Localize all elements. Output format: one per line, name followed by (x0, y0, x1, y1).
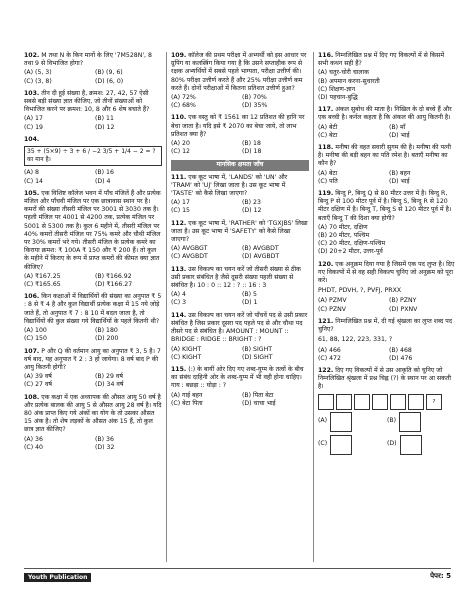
answer-options (24, 115, 162, 131)
math-expression: 35 + (5×9) ÷ 3 + 6 / −2 3/5 + 1/4 − 2 = ? का मान है। (24, 146, 162, 166)
answer-option[interactable]: (C) 19 (24, 123, 43, 131)
answer-option[interactable]: (A) PZMV (318, 297, 347, 305)
question-text (171, 366, 309, 391)
answer-option[interactable]: (C) 12 (171, 148, 190, 156)
figure-cell (318, 394, 334, 410)
column-divider (313, 52, 314, 562)
answer-option[interactable]: (C) 15 (171, 207, 190, 215)
column-1 (24, 52, 162, 456)
question-number: 115. (171, 365, 187, 373)
answer-option[interactable]: (D) 18 (242, 148, 262, 156)
figure-answer-option[interactable] (318, 412, 387, 432)
figure-option-label: (C) (318, 440, 328, 448)
answer-option[interactable]: (C) बेटा पिता (171, 399, 203, 407)
question-body: निम्नलिखित प्रश्न में, दी गई श्रृंखला का लुप्त शब्द पद चुनिए? (318, 317, 453, 334)
question-item (24, 90, 162, 132)
answer-options (24, 327, 162, 343)
answer-option[interactable]: (B) बहन (389, 169, 411, 177)
answer-option[interactable]: (A) 17 (24, 115, 43, 123)
answer-option[interactable]: (B) 180 (95, 327, 118, 335)
question-item (24, 293, 162, 343)
answer-option[interactable]: (A) 8 (24, 169, 39, 177)
answer-option[interactable]: (C) बेटा (318, 131, 338, 139)
answer-option[interactable]: (D) AVGBDT (242, 253, 280, 261)
figure-answer-option[interactable] (318, 435, 387, 455)
question-body: किन कक्षाओं में विद्यार्थियों की संख्या का अनुपात ₹ 5 : 8 से ₹ 4 है और कुल विद्यार्थी प्रत्येक कक्षा में 15 नये जोड़े जाते हैं, तो अनुपात ₹ 7 : 8 10 में बदल जाता है, तो विद्यार्थियों की कुल संख्या गये विद्यार्थियों के पहले कितनी थी? (24, 293, 162, 325)
question-number: 111. (171, 173, 187, 181)
answer-options (24, 436, 162, 452)
answer-option[interactable]: (D) पहचान-बुद्धि (318, 94, 358, 102)
question-text (318, 144, 456, 169)
page-number: पेपर: 5 (430, 572, 451, 580)
answer-options (24, 169, 162, 185)
question-number: 105. (24, 189, 40, 197)
question-text (171, 266, 309, 291)
question-number: 103. (24, 89, 40, 97)
answer-option[interactable]: (B) 5 (242, 291, 257, 299)
answer-options (318, 69, 456, 102)
question-item (24, 190, 162, 289)
answer-option[interactable]: (A) ₹167.25 (24, 272, 61, 280)
figure-option-label: (D) (387, 440, 397, 448)
figure-cell (336, 394, 352, 410)
answer-option[interactable]: (C) AVGBDT (171, 253, 208, 261)
answer-option[interactable]: (D) भाई (389, 177, 410, 185)
question-text (24, 90, 162, 115)
question-body: बिन्दु P, बिन्दु Q से 80 मीटर उत्तर में है। बिन्दु R, बिन्दु P से 100 मीटर पूर्व में है। बिन्दु S, बिन्दु R से 120 मीटर दक्षिण में है। बिन्दु T, बिन्दु S से 120 मीटर पूर्व में है। बताएँ बिन्दु T की दिशा क्या होगी? (318, 190, 452, 222)
answer-options (171, 199, 309, 215)
question-number: 107. (24, 347, 40, 355)
answer-option[interactable]: (D) ₹166.27 (95, 281, 133, 289)
question-body: निम्नलिखित प्रश्न में दिए गए विकल्पों में से किसमें सभी कथन सही हैं? (318, 52, 445, 68)
answer-options (171, 245, 309, 261)
question-item (24, 394, 162, 452)
question-text (318, 52, 456, 68)
figure-cell (372, 394, 388, 410)
answer-option[interactable]: (A) 72% (171, 94, 196, 102)
question-number: 117. (318, 106, 334, 114)
answer-option[interactable]: (C) पति (318, 177, 338, 185)
answer-option[interactable]: (A) 466 (318, 346, 341, 354)
column-2 (171, 52, 309, 412)
question-item (24, 348, 162, 390)
answer-option[interactable]: (D) 34 वर्ष (95, 381, 124, 389)
answer-option[interactable]: (A) 36 (24, 435, 43, 443)
question-number: 102. (24, 52, 40, 59)
answer-options (171, 94, 309, 110)
question-item (171, 52, 309, 110)
answer-options (24, 373, 162, 389)
question-body: (:) के बायीं ओर दिए गए शब्द-युग्म के तत्वों के बीच का संबंध दाहिनी ओर के शब्द-युग्म में भी वही होना चाहिए। गाय : बछड़ा :: घोड़ा : ? (171, 365, 304, 390)
question-text (318, 367, 456, 392)
question-item (318, 52, 456, 102)
answer-option[interactable]: (A) 70 मीटर, दक्षिण (318, 223, 368, 231)
figure-cell: ? (426, 394, 442, 410)
answer-options (24, 69, 162, 85)
answer-option[interactable]: (B) 20 मीटर, पश्चिम (318, 232, 370, 240)
answer-option[interactable]: (C) शिक्षण-ज्ञान (318, 85, 356, 93)
answer-option[interactable]: (B) 16 (95, 169, 114, 177)
figure-cell (354, 394, 370, 410)
answer-option[interactable]: (A) AVGBGT (171, 245, 208, 253)
question-body: तीन दी हुई संख्या है, क्रमश: 27, 42, 57 ऐसी सबसे बड़ी संख्या ज्ञात कीजिए, जो तीनों संख्याओं को विभाजित करने पर क्रमश: 10, 8 और 6 शेष बचाते हैं? (24, 89, 150, 114)
figure-answer-option[interactable] (387, 412, 456, 432)
question-text (24, 52, 162, 68)
answer-option[interactable]: (D) 35% (242, 102, 268, 110)
question-body: M तथा N के किन मानों के लिए '7M528N', 8 तथा 9 से विभाजित होगा? (24, 52, 152, 68)
answer-option[interactable]: (B) 23 (242, 199, 261, 207)
figure-answer-options (318, 412, 456, 455)
answer-option[interactable]: (A) गाई बहन (171, 391, 203, 399)
answer-option[interactable]: (C) 472 (318, 354, 341, 362)
question-body: कॉलेज की प्रथम परीक्षा में अभ्यर्थी को इस आधार पर ग्रुपिंग या कलस्त्रिंग किया गया है कि उसने सप्ताहीक रूप से रक्षक अभ्यर्थियों में सबसे पहले भाग्यता, परीक्षा उत्तीर्ण की। 80% परीक्षा उत्तीर्ण करते हैं और 25% परीक्षा उत्तीर्ण कम करते हैं। दोनों परीक्षाओं में कितना प्रतिशत उत्तीर्ण हुआ? (171, 52, 307, 92)
answer-option[interactable]: (C) 3 (171, 299, 187, 307)
answer-option[interactable]: (D) 12 (95, 123, 115, 131)
answer-option[interactable]: (A) KIGHT (171, 345, 202, 353)
question-text (171, 114, 309, 139)
question-number: 116. (318, 52, 334, 59)
answer-options (171, 140, 309, 156)
answer-option[interactable]: (C) 150 (24, 335, 47, 343)
question-body: P और Q की वर्तमान आयु का अनुपात ₹ 3, 5 है। 7 वर्ष बाद, यह अनुपात ₹ 2 : 3 हो जायेगा। 8 वर्ष बाद P की आयु कितनी होगी? (24, 347, 161, 371)
question-number: 114. (171, 311, 187, 319)
answer-option[interactable]: (C) 27 वर्ष (24, 381, 52, 389)
figure-option-box (399, 412, 421, 432)
question-item (171, 266, 309, 308)
answer-options (318, 170, 456, 186)
question-text (318, 261, 456, 286)
answer-option[interactable]: (C) ₹165.65 (24, 281, 61, 289)
column-divider (166, 52, 167, 562)
answer-option[interactable]: (C) PZNV (318, 305, 346, 313)
answer-option[interactable]: (B) SIGHT (242, 345, 273, 353)
figure-option-box (330, 435, 352, 455)
answer-option[interactable]: (B) पिता बेटा (242, 391, 274, 399)
figure-option-box (330, 412, 352, 432)
answer-option[interactable]: (A) 20 (171, 140, 190, 148)
question-text (171, 52, 309, 93)
answer-option[interactable]: (A) 17 (171, 199, 190, 207)
question-body: एक कूट भाषा में, 'LANDS' को 'UN' और 'TRAM' को 'UJ' लिखा जाता है। उस कूट भाषा में 'TASTE' को कैसे लिखा जाएगा? (171, 173, 288, 198)
answer-option[interactable]: (B) AVGBDT (242, 245, 279, 253)
question-item (171, 366, 309, 408)
figure-series (318, 394, 456, 410)
answer-option[interactable]: (B) PZNY (389, 297, 417, 305)
question-item (318, 367, 456, 455)
answer-option[interactable]: (B) (9, 6) (95, 69, 123, 77)
question-body: अंकल सुबोध की माता है। निखिल के दो बच्चे हैं और एक बच्ची है। कर्नल कहता है कि अंकल की आयु कितनी है। (318, 106, 452, 122)
answer-option[interactable]: (C) (3, 8) (24, 77, 52, 85)
question-body: एक कूट भाषा में, 'RATHER' को 'TGXJBS' लिखा जाता है। उस कूट भाषा में 'SAFETY' को कैसे लिखा जाएगा? (171, 219, 308, 244)
answer-option[interactable]: (B) 18 (242, 140, 261, 148)
question-number: 119. (318, 190, 334, 198)
answer-option[interactable]: (B) 36 (95, 435, 114, 443)
number-series: 61, 88, 122, 223, 331, ? (318, 336, 393, 344)
question-body: उस विकल्प का चयन करें जो तीसरी संख्या से ठीक उसी प्रकार संबंधित है जैसे दूसरी संख्या पहली संख्या से संबंधित है। 10 : 0 :: 12 : ? :: 16 : 3 (171, 265, 301, 290)
answer-option[interactable]: (B) 70% (242, 94, 267, 102)
answer-options (318, 224, 456, 257)
answer-option[interactable]: (A) बेटी (318, 123, 338, 131)
question-body: उस विकल्प का चयन करें जो पाँचवें पद से उसी प्रकार संबंधित है जिस प्रकार दूसरा पद पहले पद से और चौथा पद तीसरे पद से संबंधित है। AMOUNT : MOUNT :: BRIDGE : RIDGE :: BRIGHT : ? (171, 311, 308, 344)
question-number: 108. (24, 393, 40, 401)
answer-option[interactable]: (A) (5, 3) (24, 69, 52, 77)
question-item (318, 261, 456, 314)
question-item (171, 174, 309, 216)
answer-option[interactable]: (D) SIGHT (242, 353, 273, 361)
question-text (171, 174, 309, 199)
question-body: एक वस्तु को ₹ 1561 का 12 प्रतिशत की हानि पर बेचा जाता है। यदि इसे ₹ 2070 का बेचा जाये, तो लाभ प्रतिशत क्या है? (171, 114, 305, 138)
question-number: 109. (171, 52, 187, 59)
answer-option[interactable]: (C) KIGHT (171, 353, 202, 361)
question-text (171, 312, 309, 345)
question-number: 120. (318, 260, 334, 268)
question-body: एक अनुक्रम दिया गया है जिसमें एक पद लुप्त है। दिए गए विकल्पों में से वह सही विकल्प चुनिए जो अनुक्रम को पूरा करे। (318, 260, 455, 285)
number-series: PHDT, PDVH, ?, PVFJ, PRXX (318, 287, 402, 295)
answer-option[interactable]: (B) 29 वर्ष (95, 373, 123, 381)
answer-options (318, 124, 456, 140)
question-item (318, 144, 456, 186)
question-item (24, 136, 162, 186)
question-text (24, 348, 162, 373)
question-number: 112. (171, 219, 187, 227)
question-body: मनीषा की वहत सवारी सुगम की है। मनीषा की पत्नी है। मनीषा की बड़ी बहन का पति रमेश है। बताएँ मनीषा का कौन है? (318, 144, 451, 168)
answer-option[interactable]: (D) 20+2 मीटर, उत्तर-पूर्व (318, 248, 383, 256)
question-item (318, 190, 456, 257)
question-text (24, 190, 162, 272)
column-3 (318, 52, 456, 459)
answer-option[interactable]: (D) भाई (389, 131, 410, 139)
answer-option[interactable]: (A) 39 वर्ष (24, 373, 52, 381)
question-number: 121. (318, 317, 334, 325)
answer-option[interactable]: (D) 4 (95, 177, 111, 185)
question-text (318, 190, 456, 223)
answer-option[interactable]: (B) अपमान करना-सुधारती (318, 77, 380, 85)
answer-option[interactable]: (A) 100 (24, 327, 47, 335)
answer-option[interactable]: (A) बेटा (318, 169, 338, 177)
answer-option[interactable]: (C) 20 मीटर, दक्षिण-पश्चिम (318, 240, 386, 248)
answer-options (318, 297, 456, 313)
question-text (171, 220, 309, 245)
answer-option[interactable]: (C) 68% (171, 102, 196, 110)
answer-option[interactable]: (D) चाचा भाई (242, 399, 276, 407)
answer-option[interactable]: (B) ₹166.92 (95, 272, 132, 280)
question-item (171, 312, 309, 362)
question-text (24, 293, 162, 326)
answer-option[interactable]: (D) PXNV (389, 305, 418, 313)
page-footer (24, 568, 451, 583)
question-number: 122. (318, 366, 334, 374)
answer-option[interactable]: (D) (6, 0) (95, 77, 124, 85)
figure-cell (408, 394, 424, 410)
question-body: दिए गए विकल्पों में से उस आकृति को चुनिए जो निम्नलिखित श्रृंखला में प्रश्न चिह्न (?) के स्थान पर आ सकती है। (318, 366, 451, 391)
figure-option-box (400, 435, 422, 455)
figure-option-label: (B) (387, 417, 397, 425)
question-text (24, 394, 162, 435)
answer-option[interactable]: (C) 14 (24, 177, 43, 185)
question-item (318, 318, 456, 363)
question-text (24, 136, 162, 144)
answer-option[interactable]: (D) 12 (242, 207, 262, 215)
publisher-brand: Youth Publication (24, 573, 91, 582)
answer-options (171, 291, 309, 307)
answer-option[interactable]: (B) 11 (95, 115, 114, 123)
answer-option[interactable]: (C) 40 (24, 443, 43, 451)
question-number: 113. (171, 265, 187, 273)
question-number: 106. (24, 293, 40, 301)
answer-options (171, 346, 309, 362)
answer-option[interactable]: (D) 1 (242, 299, 258, 307)
question-number: 104. (24, 135, 40, 143)
answer-option[interactable]: (D) 32 (95, 443, 115, 451)
question-number: 118. (318, 144, 334, 152)
answer-option[interactable]: (B) माँ (389, 123, 406, 131)
question-text (318, 106, 456, 122)
question-text (318, 318, 456, 334)
question-item (24, 52, 162, 86)
question-body: एक कक्षा में एक अध्यापक की औसत आयु 50 वर्ष है और प्रत्येक बालक की आयु 5 से औसत आयु 28 वर्ष है। यदि 80 अंक प्राप्त किए गये अंकों का योग के तो उसका औसत 15 अंक है। तो शेष लड़कों के औसत अंक 15 हैं, तो कुल छात्र ज्ञात कीजिए? (24, 393, 162, 434)
answer-option[interactable]: (D) 200 (95, 335, 119, 343)
answer-option[interactable]: (D) 476 (389, 354, 413, 362)
answer-option[interactable]: (B) 468 (389, 346, 412, 354)
question-item (171, 114, 309, 156)
answer-options (24, 273, 162, 289)
section-heading: मानसिक क्षमता जाँच (171, 160, 309, 170)
figure-cell (390, 394, 406, 410)
answer-options (318, 347, 456, 363)
question-number: 110. (171, 114, 187, 122)
answer-options (171, 392, 309, 408)
answer-option[interactable]: (A) चतुर-चोरी चालाक (318, 69, 369, 77)
figure-answer-option[interactable] (387, 435, 456, 455)
answer-option[interactable]: (A) 4 (171, 291, 186, 299)
figure-option-label: (A) (318, 417, 328, 425)
question-body: एक विशिष्ट कॉलेज भवन में पाँच मंजिलें हैं और प्रत्येक मंजिल और पाँचवी मंजिल पर एक छात्रावास स्थान पर है। कमरों की संख्या तीसरी मंजिल पर 3001 से 3030 तक है। पहली मंजिल पर 4001 से 4200 तक, प्रत्येक मंजिल पर 5001 से 5300 तक है। कुल 6 महीने में, तीसरी मंजिल पर 40% कमरों तीसरी मंजिल पर 75% कमरे और चौथी मंजिल पर 30% कमरों भरे गये। तीसरी मंजिल के प्रत्येक कमरे का किराया क्रमश: ₹ 100A ₹ 150 और ₹ 200 हैं। तो कुल के महीने में किराए के रूप में प्राप्त कमरों की कीमत क्या ज्ञात कीजिए? (24, 189, 161, 271)
question-item (171, 220, 309, 262)
question-item (318, 106, 456, 140)
